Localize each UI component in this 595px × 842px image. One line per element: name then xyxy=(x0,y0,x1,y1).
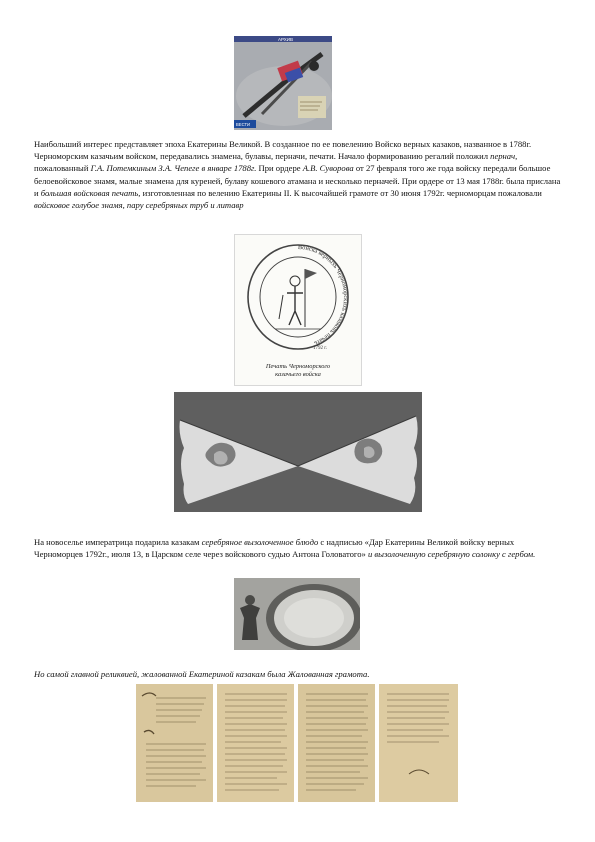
paragraph-text: При ордере xyxy=(256,163,303,174)
banners-photo xyxy=(174,392,422,512)
charter-pages xyxy=(136,684,458,802)
paragraph-regalia xyxy=(34,138,562,211)
seal-ring-text: Войска верныхъ Черноморскихъ казаковъ печать xyxy=(297,243,349,347)
paragraph-gifts xyxy=(34,536,562,560)
paragraph-italic: и вызолоченную серебряную солонку с гербом. xyxy=(367,549,536,560)
paragraph-text: На новоселье императрица подарила казакам xyxy=(34,537,202,547)
paragraph-text: , изготовленная по велению Екатерины II. К высочайшей грамоте от 30 июня 1792г. черноморцам пожаловали xyxy=(138,187,542,198)
seal-year: 1792 г. xyxy=(313,346,327,351)
tv-logo: АРХИВ xyxy=(278,37,294,42)
paragraph-text: , пожалованный xyxy=(34,151,518,174)
paragraph-italic: большая войсковая печать xyxy=(40,187,139,198)
paragraph-italic: Но самой главной реликвией, жалованной Екатериной казакам была Жалованная грамота. xyxy=(34,669,370,679)
paragraph-italic: А.В. Суворова xyxy=(302,163,354,174)
paragraph-italic: серебряное вызолоченное блюдо xyxy=(201,537,319,547)
seal-caption xyxy=(235,363,361,379)
silver-plate-photo xyxy=(234,578,360,650)
regalia-photo xyxy=(234,36,332,130)
paragraph-italic: войсковое голубое знамя, пару серебряных труб и литавр xyxy=(34,200,244,211)
tv-strip: ВЕСТИ xyxy=(236,122,251,127)
seal-caption-line1: Печать Черноморского xyxy=(265,363,331,370)
charter-page-3 xyxy=(298,684,375,802)
charter-page-1 xyxy=(136,684,213,802)
seal-image xyxy=(234,234,362,386)
paragraph-charter xyxy=(34,668,562,680)
charter-page-2 xyxy=(217,684,294,802)
charter-page-4 xyxy=(379,684,458,802)
paragraph-text: от 27 февраля того же года войску передали большое белоевойсковое знамя, малые знамена для куреней, булаву кошевого атамана и несколько перначей. При ордере от 13 мая 1788г. была прислана и xyxy=(34,163,561,198)
paragraph-text: с надписью «Дар Екатерины Великой войску верных Черноморцев 1792г., июля 13, в Царском селе через войскового судью Антона Головатого» xyxy=(34,537,515,560)
seal-caption-line2: казачьего войска xyxy=(275,371,321,378)
paragraph-italic: Г.А. Потемкиным З.А. Чепеге в январе 1788г. xyxy=(90,163,257,174)
paragraph-italic: пернач xyxy=(490,151,516,162)
paragraph-text: Наибольший интерес представляет эпоха Екатерины Великой. В созданное по ее повелению Войско верных казаков, названное в 1788г. Черноморским казачьим войском, передавались знамена, булавы, перначи, печати. Начало формированию регалий положил xyxy=(34,139,532,162)
